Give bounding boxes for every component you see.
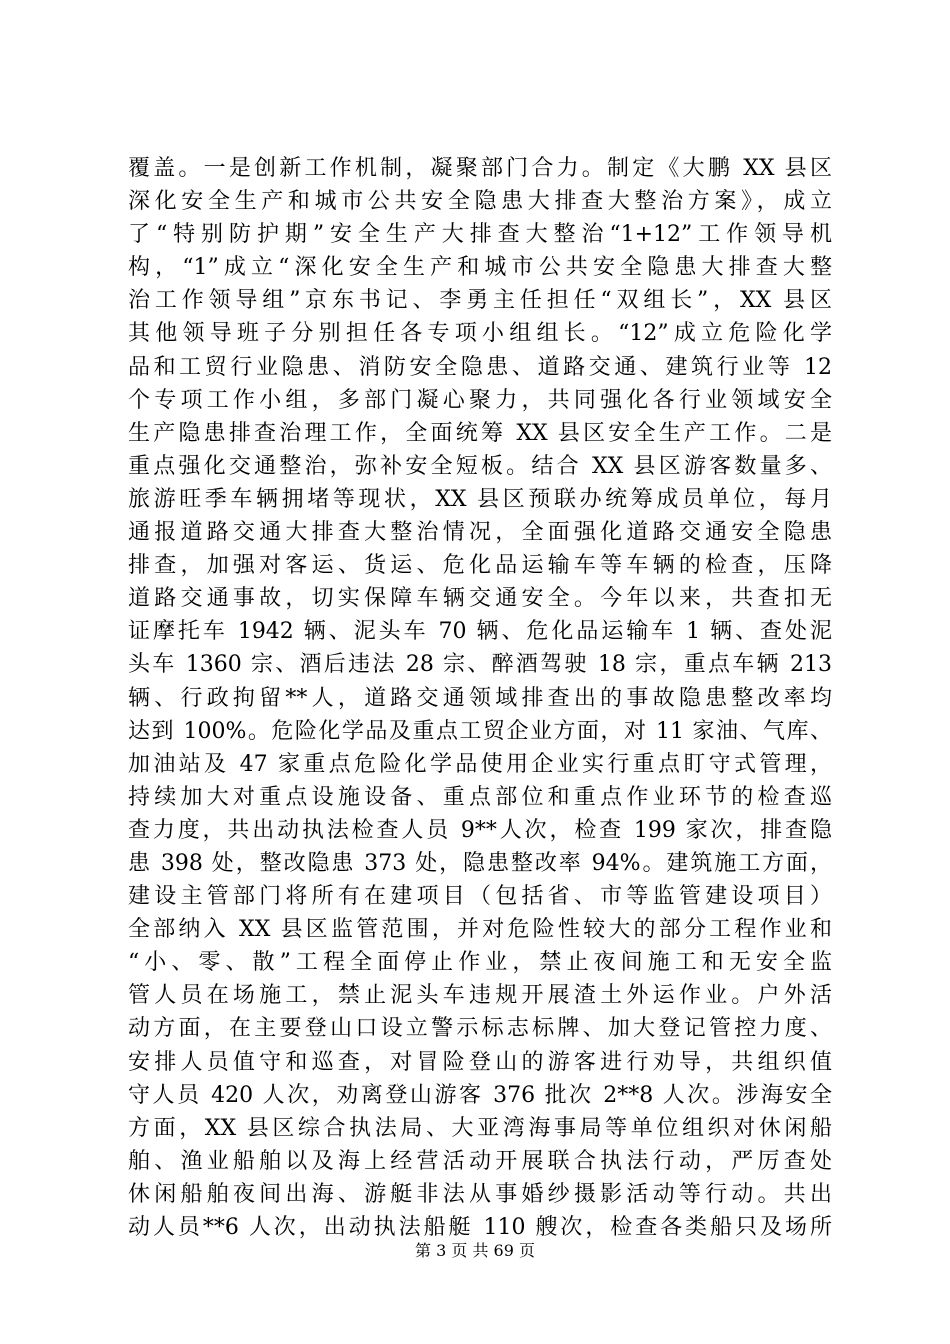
text-line: 生产隐患排查治理工作，全面统筹 XX 县区安全生产工作。二是 <box>128 420 832 446</box>
text-line: 辆、行政拘留**人，道路交通领域排查出的事故隐患整改率均 <box>128 685 832 711</box>
text-line: 方面，XX 县区综合执法局、大亚湾海事局等单位组织对休闲船 <box>128 1115 832 1141</box>
text-line: 查力度，共出动执法检查人员 9**人次，检查 199 家次，排查隐 <box>128 817 832 843</box>
text-line: 证摩托车 1942 辆、泥头车 70 辆、危化品运输车 1 辆、查处泥 <box>128 619 832 645</box>
text-line: 动方面，在主要登山口设立警示标志标牌、加大登记管控力度、 <box>128 1016 832 1042</box>
text-line: 头车 1360 宗、酒后违法 28 宗、醉酒驾驶 18 宗，重点车辆 213 <box>128 652 832 678</box>
text-line: 持续加大对重点设施设备、重点部位和重点作业环节的检查巡 <box>128 784 832 810</box>
text-line: 加油站及 47 家重点危险化学品使用企业实行重点盯守式管理， <box>128 751 832 777</box>
text-line: 品和工贸行业隐患、消防安全隐患、道路交通、建筑行业等 12 <box>128 354 832 380</box>
text-line: 旅游旺季车辆拥堵等现状，XX 县区预联办统筹成员单位，每月 <box>128 486 832 512</box>
text-line: 全部纳入 XX 县区监管范围，并对危险性较大的部分工程作业和 <box>128 917 832 943</box>
text-line: 患 398 处，整改隐患 373 处，隐患整改率 94%。建筑施工方面， <box>128 850 832 876</box>
page-footer: 第 3 页 共 69 页 <box>415 1241 535 1260</box>
text-line: 排查，加强对客运、货运、危化品运输车等车辆的检查，压降 <box>128 553 832 579</box>
text-line: 覆盖。一是创新工作机制，凝聚部门合力。制定《大鹏 XX 县区 <box>128 156 832 181</box>
text-line: 了“特别防护期”安全生产大排查大整治“1+12”工作领导机 <box>128 222 832 248</box>
text-line: 达到 100%。危险化学品及重点工贸企业方面，对 11 家油、气库、 <box>128 718 832 744</box>
text-line: 动人员**6 人次，出动执法船艇 110 艘次，检查各类船只及场所 <box>128 1215 832 1240</box>
text-line: 舶、渔业船舶以及海上经营活动开展联合执法行动，严厉查处 <box>128 1148 832 1174</box>
text-line: 安排人员值守和巡查，对冒险登山的游客进行劝导，共组织值 <box>128 1049 832 1075</box>
text-line: 治工作领导组”京东书记、李勇主任担任“双组长”，XX 县区 <box>128 288 832 314</box>
body-text <box>128 152 832 1244</box>
text-line: 通报道路交通大排查大整治情况，全面强化道路交通安全隐患 <box>128 520 832 546</box>
text-line: 道路交通事故，切实保障车辆交通安全。今年以来，共查扣无 <box>128 586 832 612</box>
text-line: 休闲船舶夜间出海、游艇非法从事婚纱摄影活动等行动。共出 <box>128 1181 832 1207</box>
text-line: 个专项工作小组，多部门凝心聚力，共同强化各行业领域安全 <box>128 387 832 413</box>
text-line: 深化安全生产和城市公共安全隐患大排查大整治方案》，成立 <box>128 189 832 215</box>
text-line: 重点强化交通整治，弥补安全短板。结合 XX 县区游客数量多、 <box>128 453 832 479</box>
text-line: 建设主管部门将所有在建项目（包括省、市等监管建设项目） <box>128 884 832 910</box>
text-line: 其他领导班子分别担任各专项小组组长。“12”成立危险化学 <box>128 321 832 347</box>
text-line: 守人员 420 人次，劝离登山游客 376 批次 2**8 人次。涉海安全 <box>128 1082 832 1108</box>
text-line: 构，“1”成立“深化安全生产和城市公共安全隐患大排查大整 <box>128 255 832 281</box>
text-line: 管人员在场施工，禁止泥头车违规开展渣土外运作业。户外活 <box>128 983 832 1009</box>
text-line: “小、零、散”工程全面停止作业，禁止夜间施工和无安全监 <box>128 950 832 976</box>
